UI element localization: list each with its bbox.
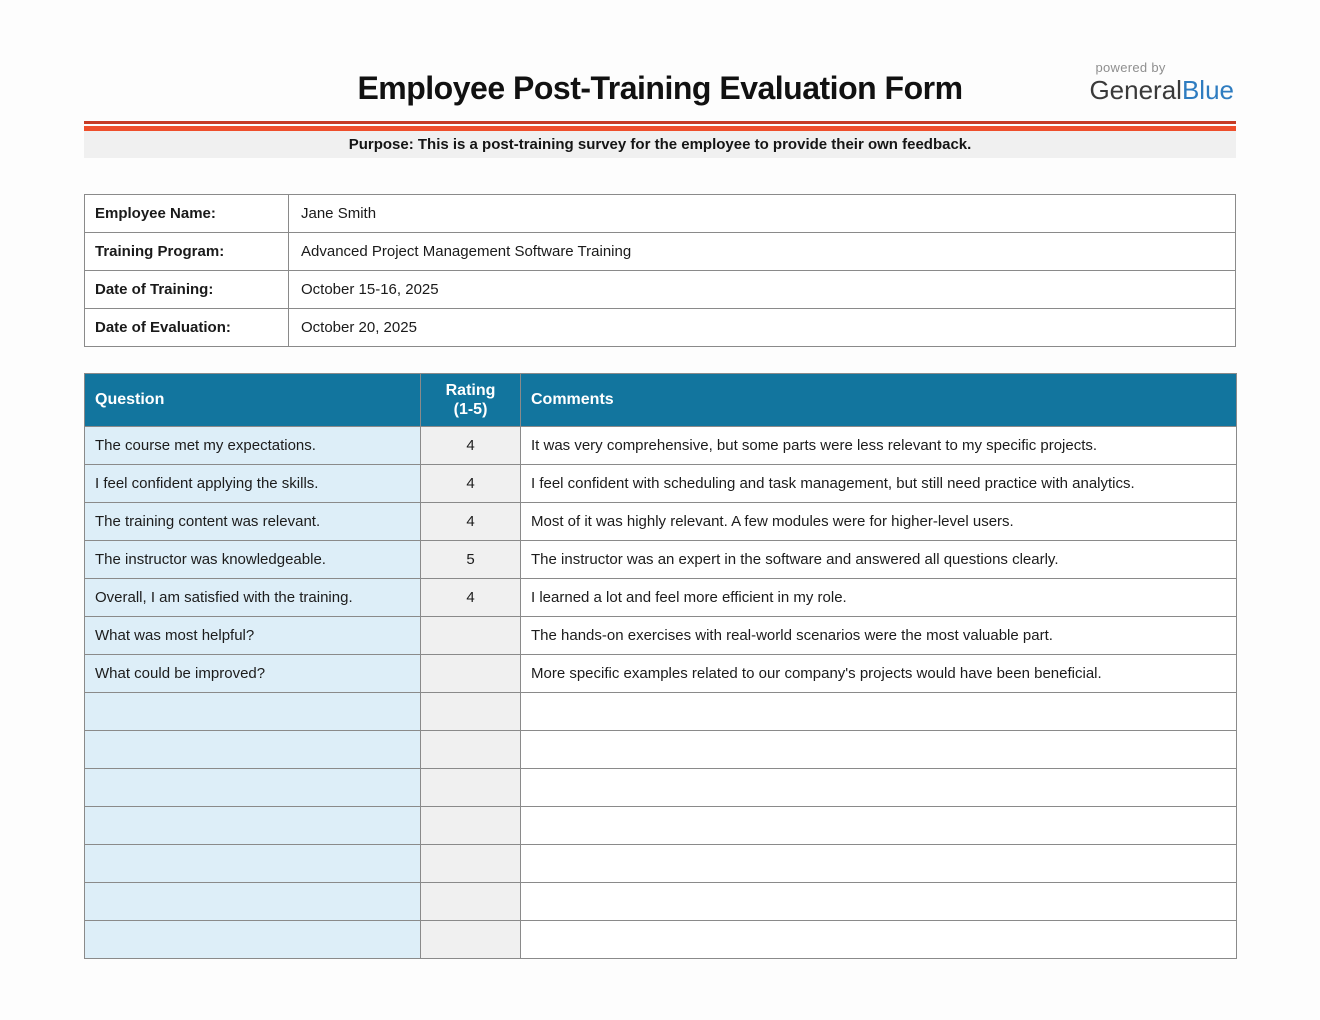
question-cell: I feel confident applying the skills. bbox=[85, 465, 421, 503]
comment-cell-empty[interactable] bbox=[521, 807, 1237, 845]
info-label: Date of Evaluation: bbox=[85, 309, 289, 347]
generalblue-logo bbox=[1089, 61, 1234, 103]
info-value[interactable]: Jane Smith bbox=[289, 195, 1236, 233]
info-table bbox=[84, 194, 1236, 347]
survey-empty-row bbox=[85, 769, 1237, 807]
survey-empty-row bbox=[85, 921, 1237, 959]
rating-cell-empty[interactable] bbox=[421, 921, 521, 959]
comment-cell-empty[interactable] bbox=[521, 921, 1237, 959]
comments-column-header: Comments bbox=[521, 374, 1237, 427]
info-value[interactable]: Advanced Project Management Software Training bbox=[289, 233, 1236, 271]
survey-empty-row bbox=[85, 731, 1237, 769]
rating-cell[interactable] bbox=[421, 655, 521, 693]
comment-cell[interactable]: I feel confident with scheduling and task management, but still need practice with analytics. bbox=[521, 465, 1237, 503]
info-table-body bbox=[85, 195, 1236, 347]
comment-cell[interactable]: It was very comprehensive, but some parts were less relevant to my specific projects. bbox=[521, 427, 1237, 465]
rating-cell-empty[interactable] bbox=[421, 845, 521, 883]
question-cell-empty[interactable] bbox=[85, 807, 421, 845]
brand-wordmark bbox=[1089, 77, 1234, 103]
rating-cell[interactable]: 4 bbox=[421, 427, 521, 465]
rating-cell-empty[interactable] bbox=[421, 693, 521, 731]
survey-row bbox=[85, 579, 1237, 617]
question-cell: The training content was relevant. bbox=[85, 503, 421, 541]
survey-empty-row bbox=[85, 693, 1237, 731]
rating-header-line1: Rating bbox=[445, 382, 496, 399]
survey-table-header bbox=[85, 374, 1237, 427]
rating-cell-empty[interactable] bbox=[421, 769, 521, 807]
comment-cell[interactable]: The instructor was an expert in the software and answered all questions clearly. bbox=[521, 541, 1237, 579]
comment-cell-empty[interactable] bbox=[521, 845, 1237, 883]
question-cell-empty[interactable] bbox=[85, 769, 421, 807]
powered-by-label: powered by bbox=[1095, 60, 1166, 75]
info-label: Training Program: bbox=[85, 233, 289, 271]
accent-rule bbox=[84, 121, 1236, 131]
question-cell: Overall, I am satisfied with the training. bbox=[85, 579, 421, 617]
survey-empty-row bbox=[85, 883, 1237, 921]
question-cell: The instructor was knowledgeable. bbox=[85, 541, 421, 579]
question-cell: The course met my expectations. bbox=[85, 427, 421, 465]
rating-cell[interactable]: 5 bbox=[421, 541, 521, 579]
info-row bbox=[85, 309, 1236, 347]
question-cell-empty[interactable] bbox=[85, 845, 421, 883]
survey-empty-row bbox=[85, 807, 1237, 845]
info-row bbox=[85, 233, 1236, 271]
info-row bbox=[85, 271, 1236, 309]
info-label: Employee Name: bbox=[85, 195, 289, 233]
comment-cell-empty[interactable] bbox=[521, 731, 1237, 769]
rating-cell-empty[interactable] bbox=[421, 807, 521, 845]
rating-cell[interactable]: 4 bbox=[421, 579, 521, 617]
survey-row bbox=[85, 655, 1237, 693]
question-cell-empty[interactable] bbox=[85, 731, 421, 769]
rating-column-header bbox=[421, 374, 521, 427]
comment-cell[interactable]: More specific examples related to our company's projects would have been beneficial. bbox=[521, 655, 1237, 693]
survey-table bbox=[84, 373, 1237, 959]
comment-cell[interactable]: The hands-on exercises with real-world scenarios were the most valuable part. bbox=[521, 617, 1237, 655]
question-cell: What was most helpful? bbox=[85, 617, 421, 655]
comment-cell-empty[interactable] bbox=[521, 769, 1237, 807]
survey-row bbox=[85, 465, 1237, 503]
info-value[interactable]: October 20, 2025 bbox=[289, 309, 1236, 347]
comment-cell[interactable]: Most of it was highly relevant. A few modules were for higher-level users. bbox=[521, 503, 1237, 541]
purpose-banner: Purpose: This is a post-training survey for the employee to provide their own feedback. bbox=[84, 131, 1236, 158]
survey-row bbox=[85, 503, 1237, 541]
rating-cell-empty[interactable] bbox=[421, 883, 521, 921]
question-cell-empty[interactable] bbox=[85, 921, 421, 959]
survey-header-row bbox=[85, 374, 1237, 427]
rating-header-line2: (1-5) bbox=[453, 401, 488, 418]
question-cell-empty[interactable] bbox=[85, 883, 421, 921]
question-column-header: Question bbox=[85, 374, 421, 427]
comment-cell-empty[interactable] bbox=[521, 693, 1237, 731]
brand-general: General bbox=[1089, 75, 1182, 105]
survey-row bbox=[85, 617, 1237, 655]
rating-cell[interactable]: 4 bbox=[421, 503, 521, 541]
comment-cell-empty[interactable] bbox=[521, 883, 1237, 921]
info-label: Date of Training: bbox=[85, 271, 289, 309]
survey-row bbox=[85, 427, 1237, 465]
rating-cell[interactable] bbox=[421, 617, 521, 655]
brand-blue: Blue bbox=[1181, 75, 1234, 105]
rating-cell[interactable]: 4 bbox=[421, 465, 521, 503]
survey-table-body bbox=[85, 427, 1237, 959]
comment-cell[interactable]: I learned a lot and feel more efficient in my role. bbox=[521, 579, 1237, 617]
rating-cell-empty[interactable] bbox=[421, 731, 521, 769]
info-row bbox=[85, 195, 1236, 233]
survey-empty-row bbox=[85, 845, 1237, 883]
info-value[interactable]: October 15-16, 2025 bbox=[289, 271, 1236, 309]
survey-row bbox=[85, 541, 1237, 579]
question-cell: What could be improved? bbox=[85, 655, 421, 693]
question-cell-empty[interactable] bbox=[85, 693, 421, 731]
form-title: Employee Post-Training Evaluation Form bbox=[357, 70, 963, 106]
